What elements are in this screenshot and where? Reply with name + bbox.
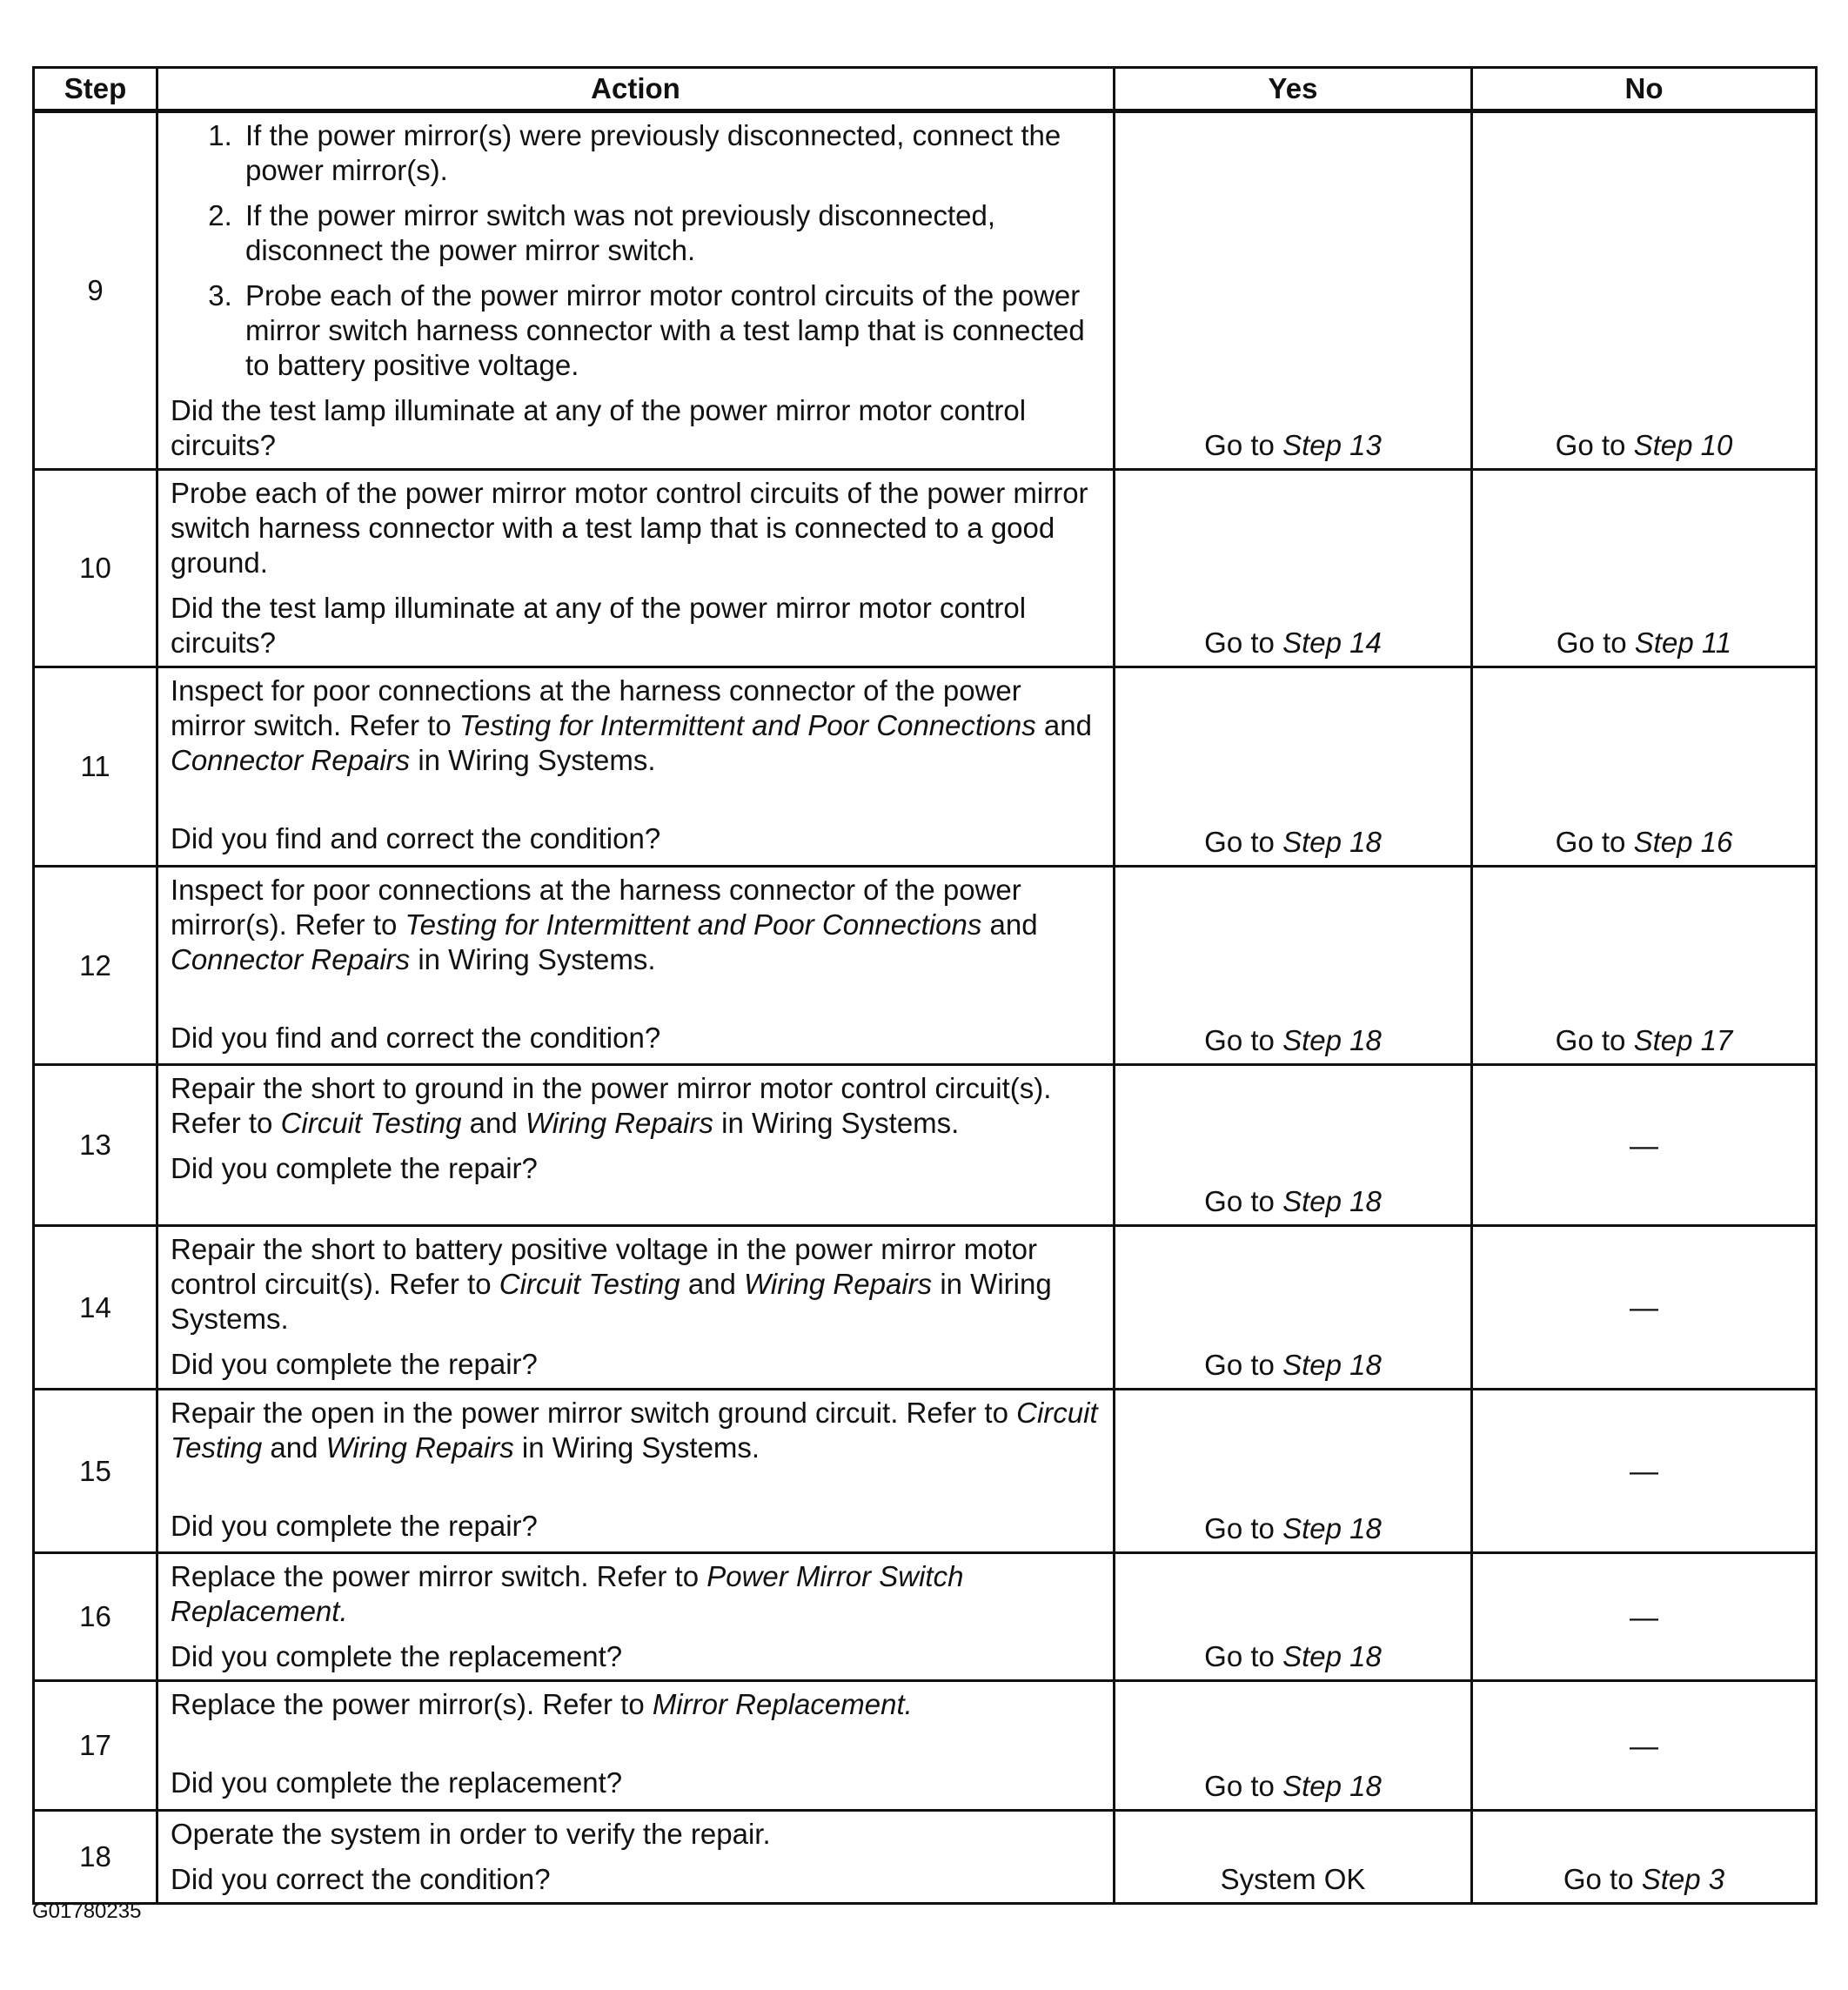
- action-text-part: and: [270, 1431, 318, 1464]
- action-question: Did the test lamp illuminate at any of the power mirror motor control circuits?: [171, 592, 1027, 659]
- no-cell-dash: —: [1472, 1681, 1817, 1811]
- step-number: 12: [34, 867, 157, 1065]
- yes-cell: [1115, 867, 1472, 1065]
- yes-prefix: Go to: [1204, 826, 1275, 858]
- action-text: [171, 1687, 1104, 1722]
- step-number: 13: [34, 1065, 157, 1226]
- action-text-part: and: [469, 1107, 518, 1139]
- action-text: Probe each of the power mirror motor control circuits of the power mirror switch harness connector with a test lamp that is connected to a good ground.: [171, 477, 1088, 579]
- no-prefix: Go to: [1555, 1024, 1626, 1056]
- action-cell: [157, 867, 1115, 1065]
- no-prefix: Go to: [1555, 429, 1626, 461]
- no-cell-dash: —: [1472, 1390, 1817, 1553]
- action-text: [171, 1396, 1104, 1465]
- action-text-part: in Wiring Systems.: [171, 1268, 1052, 1335]
- action-question: Did you correct the condition?: [171, 1863, 551, 1895]
- reference-link[interactable]: Testing for Intermittent and Poor Connections: [459, 709, 1036, 741]
- action-text-part: .: [339, 1595, 348, 1627]
- no-cell: [1472, 470, 1817, 667]
- table-row: [34, 470, 1817, 667]
- header-action: Action: [157, 68, 1115, 111]
- no-cell: [1472, 667, 1817, 867]
- table-row: [34, 1226, 1817, 1390]
- action-question: Did you complete the replacement?: [171, 1640, 623, 1672]
- action-cell: [157, 1065, 1115, 1226]
- table-row: [34, 1065, 1817, 1226]
- no-step-link[interactable]: Step 16: [1633, 826, 1733, 858]
- table-row: [34, 1681, 1817, 1811]
- yes-cell: [1115, 1390, 1472, 1553]
- no-cell: [1472, 867, 1817, 1065]
- yes-prefix: Go to: [1204, 626, 1275, 659]
- reference-link[interactable]: Mirror Replacement: [652, 1688, 905, 1720]
- action-text-part: and: [989, 908, 1038, 941]
- action-text-part: Inspect for poor connections at the harness connector of the power mirror switch. Refer to: [171, 674, 1021, 741]
- step-number: 16: [34, 1553, 157, 1681]
- yes-cell: [1115, 1226, 1472, 1390]
- yes-prefix: Go to: [1204, 1185, 1275, 1217]
- no-step-link[interactable]: Step 10: [1633, 429, 1733, 461]
- yes-cell: [1115, 1681, 1472, 1811]
- action-question: Did you complete the repair?: [171, 1510, 538, 1542]
- yes-step-link[interactable]: Step 18: [1282, 1185, 1382, 1217]
- step-number: 9: [34, 111, 157, 470]
- header-yes: Yes: [1115, 68, 1472, 111]
- header-step: Step: [34, 68, 157, 111]
- table-row: [34, 1553, 1817, 1681]
- no-prefix: Go to: [1563, 1863, 1634, 1895]
- no-cell-dash: —: [1472, 1553, 1817, 1681]
- reference-link[interactable]: Wiring Repairs: [325, 1431, 514, 1464]
- reference-link[interactable]: Connector Repairs: [171, 744, 411, 776]
- reference-link[interactable]: Wiring Repairs: [744, 1268, 933, 1300]
- action-text: [171, 673, 1104, 778]
- step-number: 10: [34, 470, 157, 667]
- yes-step-link[interactable]: Step 18: [1282, 826, 1382, 858]
- yes-cell: [1115, 1065, 1472, 1226]
- action-text: Operate the system in order to verify the repair.: [171, 1818, 771, 1850]
- action-text: [171, 1232, 1104, 1337]
- table-row: [34, 111, 1817, 470]
- yes-prefix: Go to: [1204, 1349, 1275, 1381]
- no-cell-dash: —: [1472, 1226, 1817, 1390]
- action-question: Did the test lamp illuminate at any of the power mirror motor control circuits?: [171, 394, 1027, 461]
- yes-cell: System OK: [1115, 1811, 1472, 1904]
- substep: 2. If the power mirror switch was not previously disconnected, disconnect the power mirror switch.: [240, 198, 1104, 268]
- yes-step-link[interactable]: Step 14: [1282, 626, 1382, 659]
- action-text-part: in Wiring Systems.: [721, 1107, 960, 1139]
- reference-link[interactable]: Circuit Testing: [499, 1268, 680, 1300]
- action-cell: [157, 1390, 1115, 1553]
- step-number: 17: [34, 1681, 157, 1811]
- action-cell: [157, 667, 1115, 867]
- action-text-part: Replace the power mirror switch. Refer to: [171, 1560, 700, 1592]
- step-number: 11: [34, 667, 157, 867]
- yes-cell: [1115, 111, 1472, 470]
- action-text-part: Repair the short to ground in the power mirror motor control circuit(s). Refer to: [171, 1072, 1052, 1139]
- yes-prefix: Go to: [1204, 1512, 1275, 1544]
- no-cell-dash: —: [1472, 1065, 1817, 1226]
- action-question: Did you find and correct the condition?: [171, 1022, 661, 1054]
- action-text: [171, 1559, 1104, 1629]
- step-number: 14: [34, 1226, 157, 1390]
- table-row: [34, 667, 1817, 867]
- no-step-link[interactable]: Step 11: [1634, 626, 1732, 659]
- no-prefix: Go to: [1555, 826, 1626, 858]
- table-row: [34, 867, 1817, 1065]
- action-text: [171, 873, 1104, 977]
- table-row: [34, 1390, 1817, 1553]
- action-text-part: Replace the power mirror(s). Refer to: [171, 1688, 645, 1720]
- yes-cell: [1115, 667, 1472, 867]
- action-text: [171, 1071, 1104, 1141]
- no-cell: [1472, 1811, 1817, 1904]
- yes-step-link[interactable]: Step 18: [1282, 1770, 1382, 1802]
- action-question: Did you complete the repair?: [171, 1152, 538, 1184]
- action-question: Did you find and correct the condition?: [171, 822, 661, 854]
- no-step-link[interactable]: Step 17: [1633, 1024, 1733, 1056]
- substep: 3. Probe each of the power mirror motor control circuits of the power mirror switch harness connector with a test lamp that is connected to battery positive voltage.: [240, 278, 1104, 383]
- action-cell: [157, 1811, 1115, 1904]
- table-row: [34, 1811, 1817, 1904]
- reference-link[interactable]: Wiring Repairs: [525, 1107, 713, 1139]
- reference-link[interactable]: Circuit Testing: [171, 1397, 1098, 1464]
- reference-link[interactable]: Testing for Intermittent and Poor Connections: [405, 908, 982, 941]
- reference-link[interactable]: Power Mirror Switch Replacement: [171, 1560, 964, 1627]
- action-substeps: [171, 118, 1104, 383]
- yes-step-link[interactable]: Step 18: [1282, 1024, 1382, 1056]
- yes-step-link[interactable]: Step 18: [1282, 1512, 1382, 1544]
- action-text-part: .: [904, 1688, 913, 1720]
- action-cell: [157, 1681, 1115, 1811]
- action-question: Did you complete the replacement?: [171, 1766, 623, 1799]
- action-text-part: Repair the open in the power mirror switch ground circuit. Refer to: [171, 1397, 1008, 1429]
- yes-step-link[interactable]: Step 18: [1282, 1640, 1382, 1672]
- diagnostic-steps-table: [32, 66, 1818, 1905]
- yes-prefix: Go to: [1204, 429, 1275, 461]
- no-prefix: Go to: [1556, 626, 1627, 659]
- no-step-link[interactable]: Step 3: [1641, 1863, 1725, 1895]
- action-text-part: and: [687, 1268, 736, 1300]
- no-cell: [1472, 111, 1817, 470]
- action-question: Did you complete the repair?: [171, 1348, 538, 1380]
- yes-prefix: Go to: [1204, 1770, 1275, 1802]
- action-cell: [157, 470, 1115, 667]
- header-no: No: [1472, 68, 1817, 111]
- action-text-part: Inspect for poor connections at the harness connector of the power mirror(s). Refer to: [171, 874, 1021, 941]
- step-number: 15: [34, 1390, 157, 1553]
- yes-prefix: Go to: [1204, 1024, 1275, 1056]
- action-cell: [157, 111, 1115, 470]
- reference-link[interactable]: Circuit Testing: [280, 1107, 462, 1139]
- yes-step-link[interactable]: Step 13: [1282, 429, 1382, 461]
- action-text-part: in Wiring Systems.: [521, 1431, 760, 1464]
- step-number: 18: [34, 1811, 157, 1904]
- action-cell: [157, 1226, 1115, 1390]
- reference-link[interactable]: Connector Repairs: [171, 943, 411, 975]
- substep: 1. If the power mirror(s) were previously disconnected, connect the power mirror(s).: [240, 118, 1104, 188]
- yes-cell: [1115, 470, 1472, 667]
- action-cell: [157, 1553, 1115, 1681]
- action-text-part: and: [1043, 709, 1092, 741]
- yes-cell: [1115, 1553, 1472, 1681]
- action-text-part: in Wiring Systems.: [418, 744, 656, 776]
- yes-prefix: Go to: [1204, 1640, 1275, 1672]
- yes-step-link[interactable]: Step 18: [1282, 1349, 1382, 1381]
- action-text-part: in Wiring Systems.: [418, 943, 656, 975]
- table-header-row: [34, 68, 1817, 111]
- action-text-part: Repair the short to battery positive voltage in the power mirror motor control circuit(s). Refer to: [171, 1233, 1037, 1300]
- figure-id: G01780235: [32, 1900, 142, 1923]
